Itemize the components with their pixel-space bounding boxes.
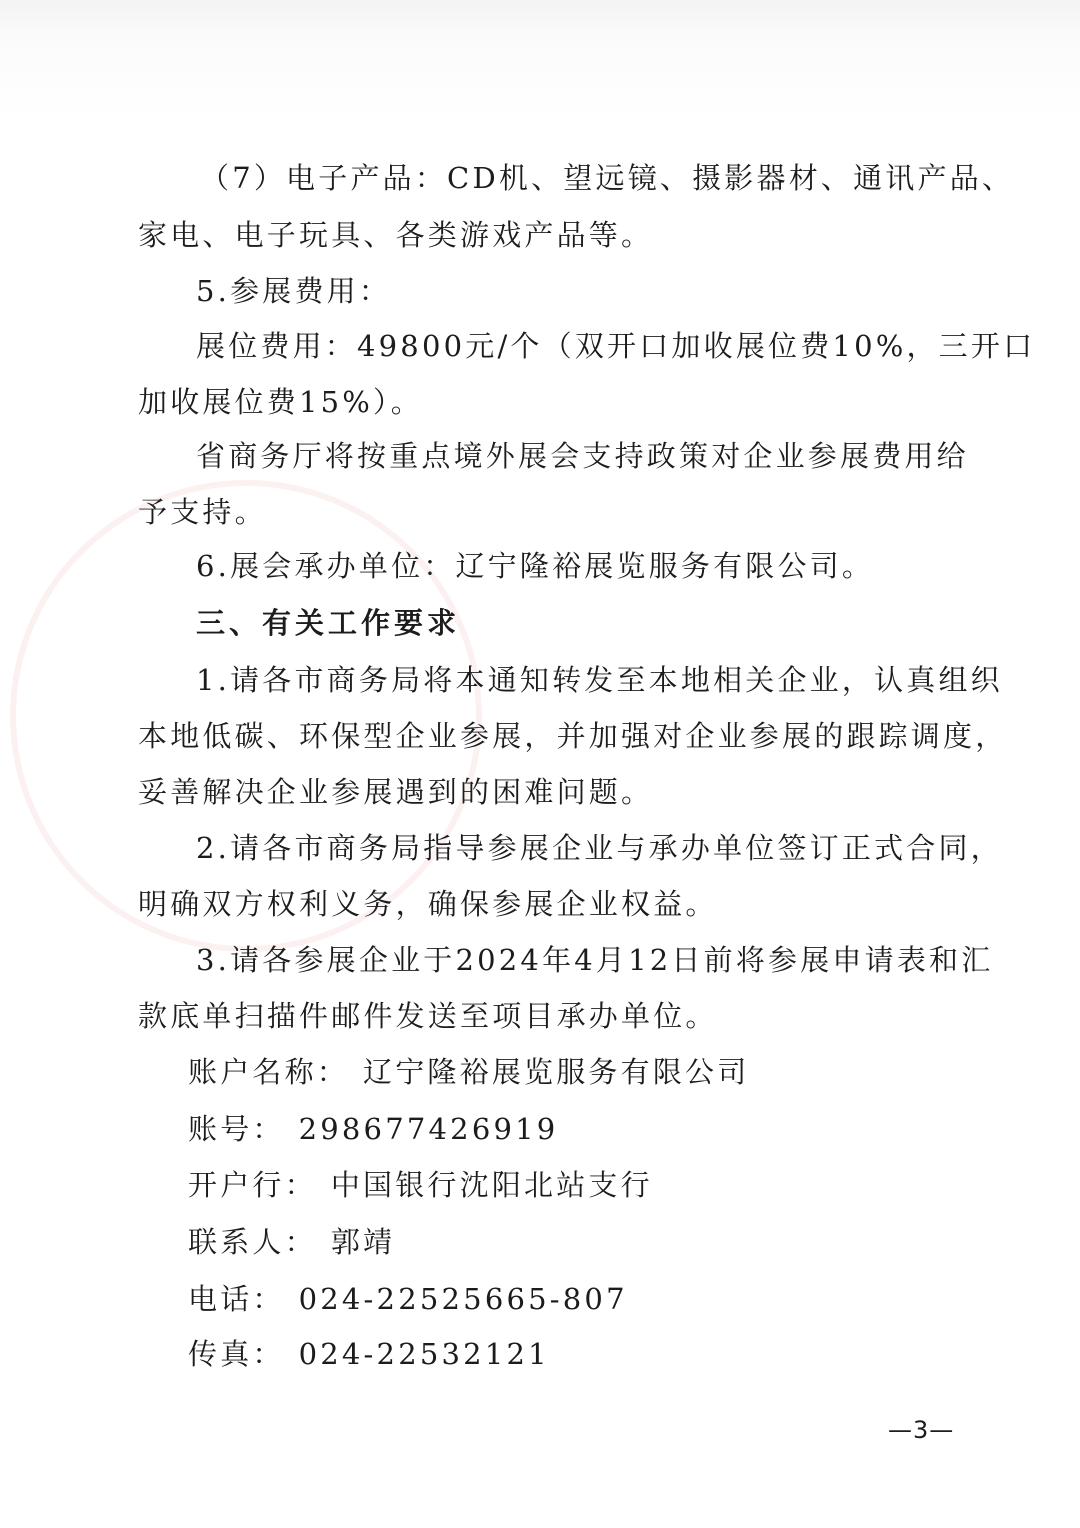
account-name-value: 辽宁隆裕展览服务有限公司	[363, 1055, 750, 1089]
fax-row	[188, 1334, 550, 1374]
fax-value: 024-22532121	[298, 1337, 550, 1371]
requirement-3-line-1: 3.请各参展企业于2024年4月12日前将参展申请表和汇	[196, 943, 994, 977]
requirement-2-line-1: 2.请各市商务局指导参展企业与承办单位签订正式合同，	[196, 831, 1003, 865]
electronics-line-2: 家电、电子玩具、各类游戏产品等。	[138, 218, 654, 252]
account-name-row	[188, 1052, 749, 1092]
support-line-2: 予支持。	[138, 495, 267, 529]
requirement-1-line-3: 妥善解决企业参展遇到的困难问题。	[138, 775, 654, 809]
account-number-label: 账号：	[188, 1112, 285, 1146]
phone-value: 024-22525665-807	[298, 1282, 628, 1316]
contact-value: 郭靖	[330, 1225, 396, 1259]
requirement-3-line-2: 款底单扫描件邮件发送至项目承办单位。	[138, 999, 718, 1033]
contact-row	[188, 1222, 395, 1262]
item-5-title: 5.参展费用：	[196, 274, 392, 308]
bank-row	[188, 1165, 653, 1205]
item-6: 6.展会承办单位：辽宁隆裕展览服务有限公司。	[196, 549, 875, 583]
phone-row	[188, 1279, 628, 1319]
requirement-1-line-2: 本地低碳、环保型企业参展，并加强对企业参展的跟踪调度，	[138, 719, 1008, 753]
contact-label: 联系人：	[188, 1225, 317, 1259]
account-name-label: 账户名称：	[188, 1055, 350, 1089]
support-line-1: 省商务厅将按重点境外展会支持政策对企业参展费用给	[196, 439, 969, 473]
requirement-2-line-2: 明确双方权利义务，确保参展企业权益。	[138, 887, 718, 921]
bank-value: 中国银行沈阳北站支行	[330, 1168, 653, 1202]
bank-label: 开户行：	[188, 1168, 317, 1202]
account-number-row	[188, 1109, 558, 1149]
section-3-heading: 三、有关工作要求	[196, 606, 461, 640]
page-number: —3—	[888, 1416, 955, 1444]
account-number-value: 298677426919	[298, 1112, 559, 1146]
electronics-line-1: （7）电子产品：CD机、望远镜、摄影器材、通讯产品、	[200, 161, 1015, 195]
phone-label: 电话：	[188, 1282, 285, 1316]
requirement-1-line-1: 1.请各市商务局将本通知转发至本地相关企业，认真组织	[196, 663, 1003, 697]
fax-label: 传真：	[188, 1337, 285, 1371]
fee-line-1: 展位费用：49800元/个（双开口加收展位费10%，三开口	[196, 329, 1036, 363]
fee-line-2: 加收展位费15%）。	[138, 385, 423, 419]
